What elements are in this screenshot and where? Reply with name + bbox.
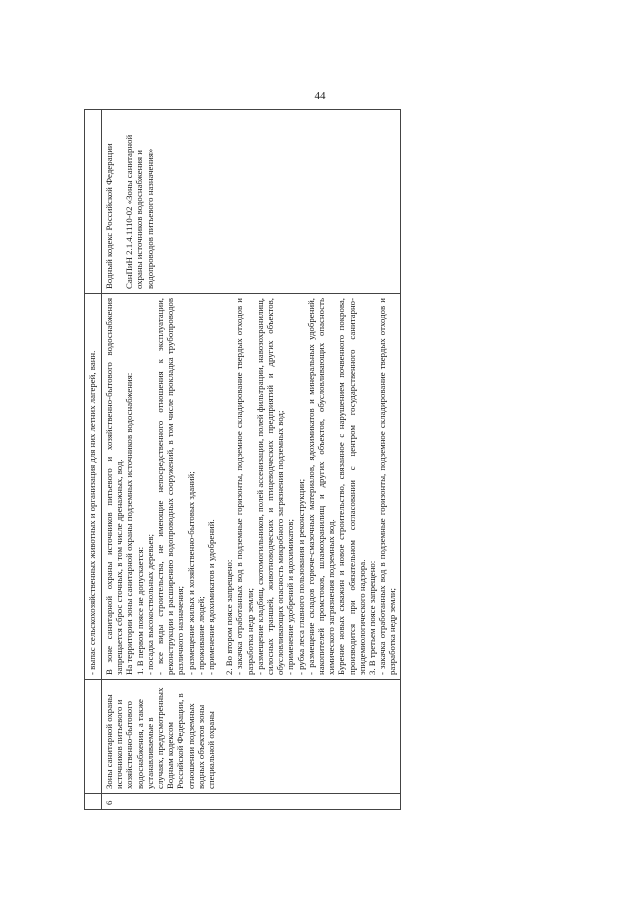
restriction-line: 1. В первом поясе не допускается: (134, 546, 145, 675)
top-cell-number (85, 794, 102, 810)
restriction-line: - применение ядохимикатов и удобрений. (206, 519, 217, 675)
restriction-spacer (216, 298, 224, 675)
restriction-line: В зоне санитарной охраны источников питьевого и хозяйственно-бытового водоснабжения запрещается сброс сточных, в том числе дренажных, вод. (104, 298, 125, 675)
top-cell-legal (85, 110, 102, 294)
restriction-line: - размещение жилых и хозяйственно-бытовых зданий; (185, 471, 196, 675)
restriction-line: - закачка отработанных вод в подземные горизонты, подземное складирование твердых отходов и разработка недр земли; (377, 298, 398, 675)
legal-basis-cell (102, 110, 401, 294)
legal-basis-item: СанПиН 2.1.4.1110-02 «Зоны санитарной охраны источников водоснабжения и водопроводов питьевого назначения» (124, 134, 155, 289)
restriction-line: Бурение новых скважин и новое строительство, связанное с нарушением почвенного покрова, производится при обязательном согласовании с центром государственного санитарно-эпидемиологического надзора. (336, 298, 367, 675)
restriction-line: - посадка высокоствольных деревьев; (144, 534, 155, 675)
restriction-line: - все виды строительства, не имеющие непосредственного отношения к эксплуатации, реконструкции и расширению водопроводных сооружений, в том числе прокладка трубопроводов различного назначения; (155, 298, 186, 675)
restriction-line: - рубка леса главного пользования и реконструкции; (295, 478, 306, 675)
page-number: 44 (314, 90, 326, 102)
table-row (102, 110, 401, 810)
restriction-line: 3. В третьем поясе запрещено: (367, 560, 378, 675)
zones-table (84, 109, 401, 810)
row-number: 6 (102, 794, 401, 810)
restrictions-cell (102, 294, 401, 680)
restriction-line: - проживание людей; (195, 596, 206, 675)
restriction-line: - размещение складов горюче-смазочных материалов, ядохимикатов и минеральных удобрений, накопителей промстоков, шламохранилищ и других объектов, обусловливающих опасность химического загрязнения подземных вод. (305, 298, 337, 675)
top-cell-name (85, 680, 102, 794)
rotated-table-container (84, 110, 594, 810)
restriction-line: - размещение кладбищ, скотомогильников, полей ассенизации, полей фильтрации, навозохранилищ, силосных траншей, животноводческих и птицеводческих предприятий и других объектов, обусловливающих опасность микробного загрязнения подземных вод; (254, 298, 286, 675)
legal-basis-item: Водный кодекс Российской Федерации (104, 143, 114, 289)
top-cell-restrictions: - выпас сельскохозяйственных животных и организация для них летних лагерей, ванн. (85, 294, 102, 680)
restriction-line: - закачка отработанных вод в подземные горизонты, подземное складирование твердых отходов и разработка недр земли; (234, 298, 255, 675)
zone-name: Зоны санитарной охраны источников питьевого и хозяйственно-бытового водоснабжения, а также устанавливаемые в случаях, предусмотренных Водным кодексом Российской Федерации, в отношении подземных водных объектов зоны специальной охраны (102, 680, 401, 794)
restriction-line: 2. Во втором поясе запрещено: (224, 559, 235, 675)
restriction-line: - применение удобрений и ядохимикатов; (285, 519, 296, 675)
restriction-line: На территории зоны санитарной охраны подземных источников водоснабжения: (124, 372, 135, 675)
table-row-continuation (85, 110, 102, 810)
